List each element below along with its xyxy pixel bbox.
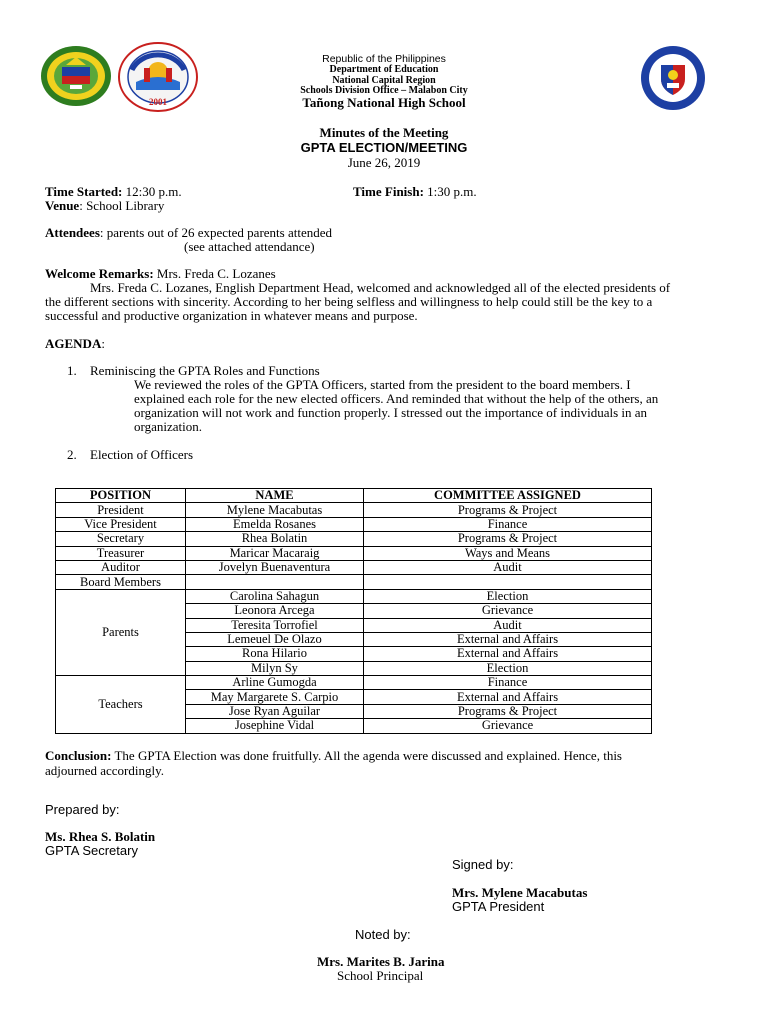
- welcome-remarks-heading: Welcome Remarks: Mrs. Freda C. Lozanes: [45, 266, 276, 281]
- school-name: Tañong National High School: [302, 95, 466, 110]
- table-row: [56, 546, 652, 560]
- committee-cell: Programs & Project: [364, 503, 652, 517]
- committee-cell: Finance: [364, 676, 652, 690]
- name-cell: Arline Gumogda: [186, 676, 364, 690]
- column-header: NAME: [186, 489, 364, 503]
- table-row: [56, 575, 652, 589]
- signed-by-label: Signed by:: [452, 857, 514, 872]
- group-cell-parents: Parents: [56, 589, 186, 675]
- position-cell: Board Members: [56, 575, 186, 589]
- name-cell: Rhea Bolatin: [186, 532, 364, 546]
- agenda-item-number: 2.: [67, 447, 77, 462]
- name-cell: May Margarete S. Carpio: [186, 690, 364, 704]
- region-line: National Capital Region: [332, 75, 436, 86]
- name-cell: Maricar Macaraig: [186, 546, 364, 560]
- committee-cell: Programs & Project: [364, 704, 652, 718]
- name-cell: Emelda Rosanes: [186, 517, 364, 531]
- prepared-by-name: Ms. Rhea S. Bolatin: [45, 829, 156, 844]
- committee-cell: Ways and Means: [364, 546, 652, 560]
- welcome-paragraph-line: Mrs. Freda C. Lozanes, English Department Head, welcomed and acknowledged all of the elected presidents of: [90, 280, 671, 295]
- name-cell: [186, 575, 364, 589]
- conclusion-line: adjourned accordingly.: [45, 763, 164, 778]
- committee-cell: Finance: [364, 517, 652, 531]
- time-started: Time Started: 12:30 p.m.: [45, 184, 182, 199]
- committee-cell: External and Affairs: [364, 632, 652, 646]
- name-cell: Jose Ryan Aguilar: [186, 704, 364, 718]
- table-row: [56, 589, 652, 603]
- table-row: [56, 503, 652, 517]
- welcome-paragraph-line: the different sections with sincerity. According to her being selfless and willingness to help could still be the key to a: [45, 294, 653, 309]
- seal-year: 2001: [149, 97, 167, 107]
- position-cell: Auditor: [56, 560, 186, 574]
- table-row: [56, 532, 652, 546]
- position-cell: President: [56, 503, 186, 517]
- agenda-item-title: Election of Officers: [90, 447, 193, 462]
- division-line: Schools Division Office – Malabon City: [300, 85, 468, 96]
- officers-table: [55, 488, 652, 734]
- name-cell: Rona Hilario: [186, 647, 364, 661]
- agenda-item-body-line: We reviewed the roles of the GPTA Officers, started from the president to the board members. I: [134, 377, 631, 392]
- name-cell: Carolina Sahagun: [186, 589, 364, 603]
- position-cell: Vice President: [56, 517, 186, 531]
- name-cell: Leonora Arcega: [186, 604, 364, 618]
- column-header: COMMITTEE ASSIGNED: [364, 489, 652, 503]
- committee-cell: Programs & Project: [364, 532, 652, 546]
- name-cell: Mylene Macabutas: [186, 503, 364, 517]
- agenda-heading: AGENDA:: [45, 336, 105, 351]
- conclusion-line: Conclusion: The GPTA Election was done fruitfully. All the agenda were discussed and explained. Hence, this: [45, 748, 622, 763]
- name-cell: Jovelyn Buenaventura: [186, 560, 364, 574]
- name-cell: Lemeuel De Olazo: [186, 632, 364, 646]
- committee-cell: Grievance: [364, 719, 652, 733]
- prepared-by-role: GPTA Secretary: [45, 843, 138, 858]
- committee-cell: External and Affairs: [364, 690, 652, 704]
- committee-cell: External and Affairs: [364, 647, 652, 661]
- position-cell: Secretary: [56, 532, 186, 546]
- signed-by-role: GPTA President: [452, 899, 545, 914]
- table-row: [56, 676, 652, 690]
- name-cell: Milyn Sy: [186, 661, 364, 675]
- signed-by-name: Mrs. Mylene Macabutas: [452, 885, 588, 900]
- prepared-by-label: Prepared by:: [45, 802, 120, 817]
- committee-cell: Grievance: [364, 604, 652, 618]
- committee-cell: [364, 575, 652, 589]
- agenda-item-title: Reminiscing the GPTA Roles and Functions: [90, 363, 320, 378]
- department-line: Department of Education: [329, 64, 439, 75]
- table-header-row: [56, 489, 652, 503]
- venue: Venue: School Library: [45, 198, 165, 213]
- position-cell: Treasurer: [56, 546, 186, 560]
- agenda-item-number: 1.: [67, 363, 77, 378]
- committee-cell: Election: [364, 589, 652, 603]
- table-row: [56, 517, 652, 531]
- time-finish: Time Finish: 1:30 p.m.: [353, 184, 477, 199]
- minutes-title: Minutes of the Meeting: [319, 125, 449, 140]
- committee-cell: Audit: [364, 618, 652, 632]
- group-cell-teachers: Teachers: [56, 676, 186, 734]
- column-header: POSITION: [56, 489, 186, 503]
- name-cell: Teresita Torrofiel: [186, 618, 364, 632]
- meeting-date: June 26, 2019: [347, 155, 421, 170]
- attendees-note: (see attached attendance): [184, 239, 315, 254]
- noted-by-label: Noted by:: [355, 927, 411, 942]
- welcome-paragraph-line: successful and productive organization in whatever means and purpose.: [45, 308, 418, 323]
- attendees: Attendees: parents out of 26 expected parents attended: [45, 225, 332, 240]
- committee-cell: Audit: [364, 560, 652, 574]
- republic-line: Republic of the Philippines: [322, 53, 446, 65]
- agenda-item-body-line: explained each role for the new elected officers. And reminded that without the help of the others, an: [134, 391, 659, 406]
- noted-by-role: School Principal: [337, 968, 424, 983]
- agenda-item-body-line: organization.: [134, 419, 202, 434]
- meeting-title: GPTA ELECTION/MEETING: [300, 140, 468, 155]
- agenda-item-body-line: organization will not work and function properly. I stressed out the importance of individuals in an: [134, 405, 648, 420]
- noted-by-name: Mrs. Marites B. Jarina: [317, 954, 445, 969]
- committee-cell: Election: [364, 661, 652, 675]
- table-row: [56, 560, 652, 574]
- name-cell: Josephine Vidal: [186, 719, 364, 733]
